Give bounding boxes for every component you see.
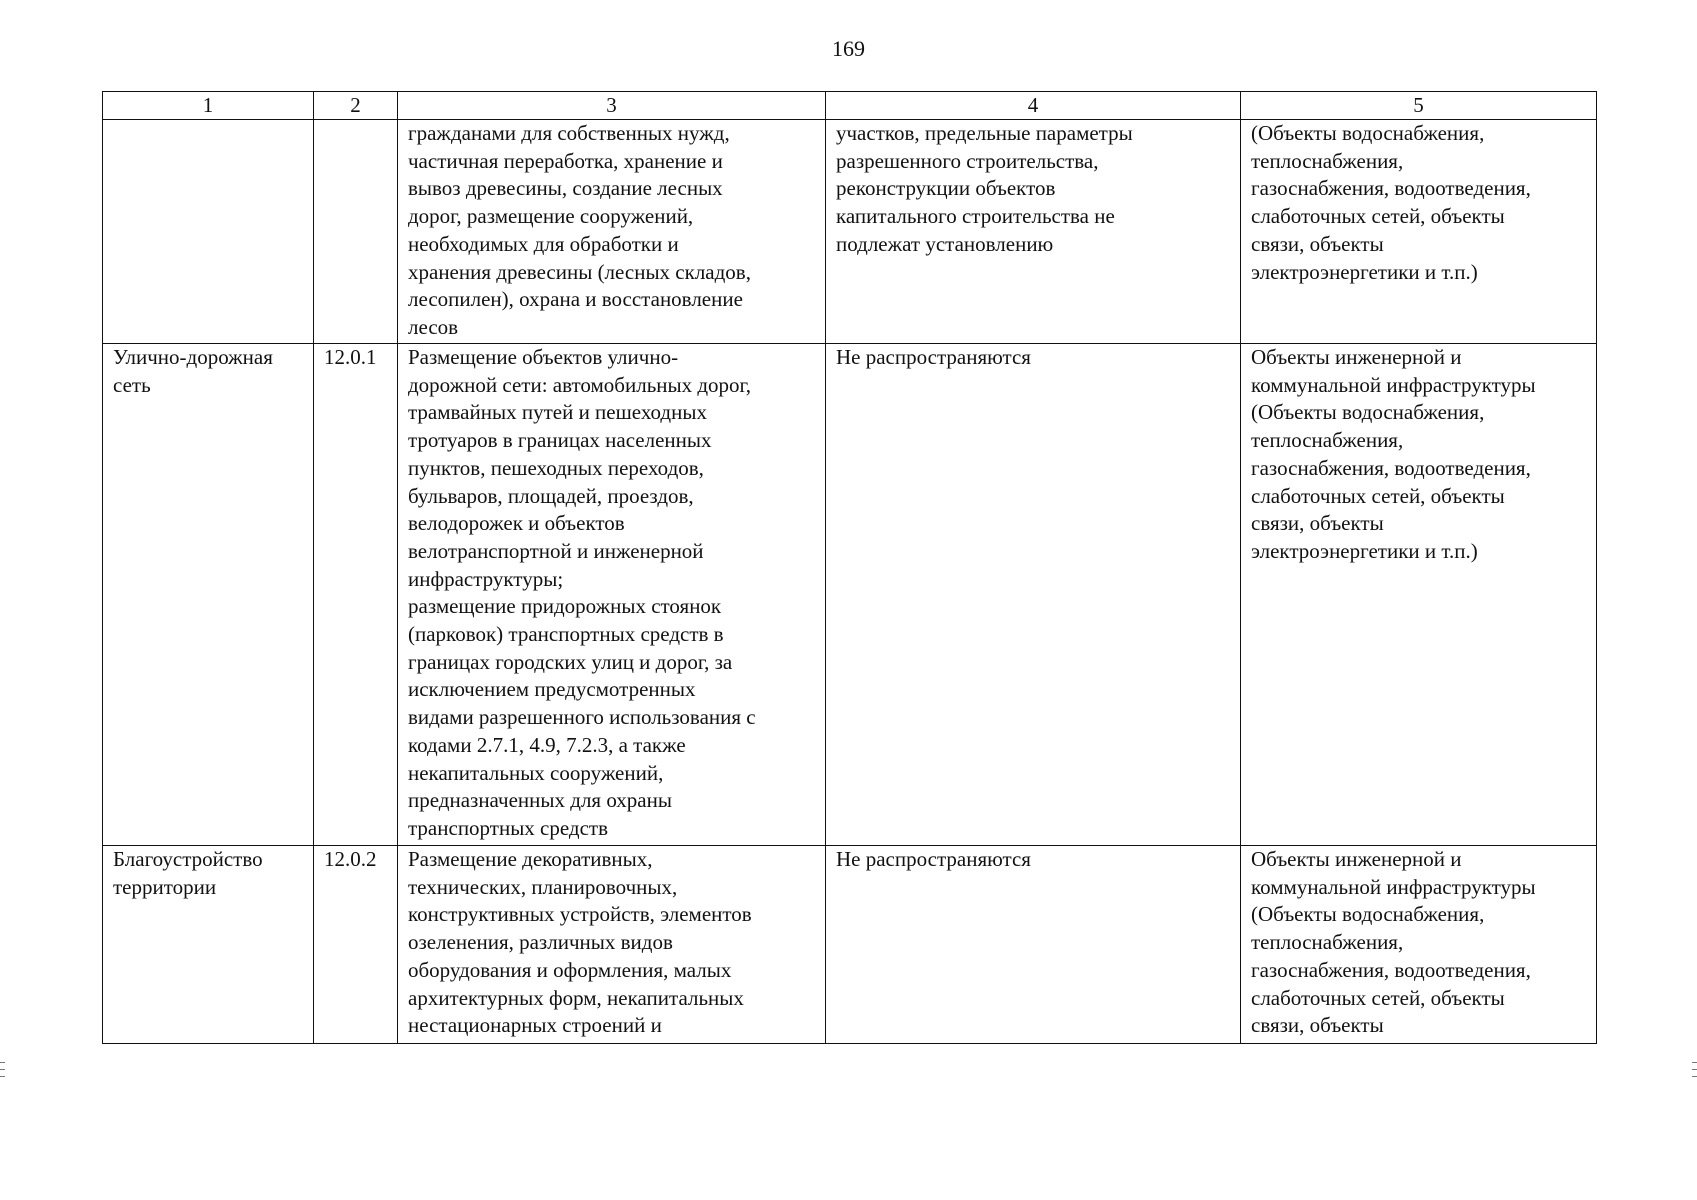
text-line: (парковок) транспортных средств в [408,622,724,647]
text-line: предназначенных для охраны [408,788,672,813]
parameters-cell [826,846,1241,1044]
text-line: слаботочных сетей, объекты [1251,204,1505,229]
permitted-objects-cell [1241,846,1597,1044]
description-cell [398,120,826,344]
text-line: кодами 2.7.1, 4.9, 7.2.3, а также [408,732,686,757]
text-line: Не распространяются [836,345,1031,369]
scan-mark [0,1062,5,1063]
description-cell [398,344,826,846]
text-line: вывоз древесины, создание лесных [408,176,723,201]
text-line: некапитальных сооружений, [408,760,664,785]
text-line: хранения древесины (лесных складов, [408,259,751,284]
text-line: газоснабжения, водоотведения, [1251,957,1531,982]
scan-edge-marks-left [0,1062,5,1092]
text-line: инфраструктуры; [408,566,564,591]
text-line: теплоснабжения, [1251,428,1404,453]
text-line: бульваров, площадей, проездов, [408,483,694,508]
text-line: необходимых для обработки и [408,231,679,256]
text-line: капитального строительства не [836,204,1115,229]
scan-mark [0,1076,5,1077]
column-header-1: 1 [103,92,314,120]
page-number: 169 [832,36,865,61]
land-use-table [102,91,1597,1044]
table-row [103,846,1597,1044]
text-line: тротуаров в границах населенных [408,428,712,453]
text-line: дорог, размещение сооружений, [408,204,694,229]
column-header-5: 5 [1241,92,1597,120]
text-line: теплоснабжения, [1251,148,1404,173]
text-line: слаботочных сетей, объекты [1251,985,1505,1010]
text-line: видами разрешенного использования с [408,705,756,730]
text-line: (Объекты водоснабжения, [1251,121,1485,145]
land-use-name-cell [103,846,314,1044]
text-line: слаботочных сетей, объекты [1251,483,1505,508]
text-line: Не распространяются [836,847,1031,871]
text-line: электроэнергетики и т.п.) [1251,538,1478,563]
scan-mark [1692,1076,1697,1077]
table-row [103,120,1597,344]
text-line: связи, объекты [1251,1013,1384,1038]
text-line: электроэнергетики и т.п.) [1251,259,1478,284]
text-line: пунктов, пешеходных переходов, [408,455,704,480]
scan-mark [0,1069,5,1070]
text-line: трамвайных путей и пешеходных [408,400,707,425]
text-line: подлежат установлению [836,231,1054,256]
text-line: технических, планировочных, [408,874,678,899]
text-line: территории [113,874,217,899]
text-line: теплоснабжения, [1251,930,1404,955]
permitted-objects-cell [1241,344,1597,846]
text-line: Размещение объектов улично- [408,345,679,369]
text-line: газоснабжения, водоотведения, [1251,176,1531,201]
text-line: коммунальной инфраструктуры [1251,372,1536,397]
land-use-code-cell [314,120,398,344]
parameters-cell [826,120,1241,344]
text-line: исключением предусмотренных [408,677,696,702]
text-line: архитектурных форм, некапитальных [408,985,744,1010]
scan-mark [1692,1069,1697,1070]
text-line: оборудования и оформления, малых [408,957,732,982]
text-line: конструктивных устройств, элементов [408,902,752,927]
land-use-name-cell [103,344,314,846]
text-line: Благоустройство [113,847,263,871]
text-line: реконструкции объектов [836,176,1056,201]
text-line: транспортных средств [408,815,609,840]
text-line: гражданами для собственных нужд, [408,121,730,145]
text-line: лесов [408,314,459,339]
text-line: границах городских улиц и дорог, за [408,649,733,674]
text-line: связи, объекты [1251,511,1384,536]
text-line: связи, объекты [1251,231,1384,256]
text-line: (Объекты водоснабжения, [1251,902,1485,927]
description-cell [398,846,826,1044]
table-row [103,344,1597,846]
column-number-row [103,92,1597,120]
text-line: Объекты инженерной и [1251,847,1462,871]
text-line: коммунальной инфраструктуры [1251,874,1536,899]
text-line: (Объекты водоснабжения, [1251,400,1485,425]
land-use-name-cell [103,120,314,344]
text-line: Размещение декоративных, [408,847,653,871]
text-line: велодорожек и объектов [408,511,625,536]
text-line: велотранспортной и инженерной [408,538,704,563]
text-line: газоснабжения, водоотведения, [1251,455,1531,480]
text-line: участков, предельные параметры [836,121,1133,145]
text-line: частичная переработка, хранение и [408,148,723,173]
text-line: Объекты инженерной и [1251,345,1462,369]
text-line: нестационарных строений и [408,1013,662,1038]
text-line: разрешенного строительства, [836,148,1099,173]
text-line: сеть [113,372,151,397]
text-line: размещение придорожных стоянок [408,594,722,619]
text-line: озеленения, различных видов [408,930,673,955]
land-use-code-cell: 12.0.2 [314,846,398,1044]
scan-mark [1692,1062,1697,1063]
text-line: дорожной сети: автомобильных дорог, [408,372,752,397]
column-header-3: 3 [398,92,826,120]
column-header-2: 2 [314,92,398,120]
text-line: лесопилен), охрана и восстановление [408,287,743,312]
column-header-4: 4 [826,92,1241,120]
land-use-code-cell: 12.0.1 [314,344,398,846]
scan-edge-marks-right [1692,1062,1697,1092]
text-line: Улично-дорожная [113,345,273,369]
permitted-objects-cell [1241,120,1597,344]
parameters-cell [826,344,1241,846]
